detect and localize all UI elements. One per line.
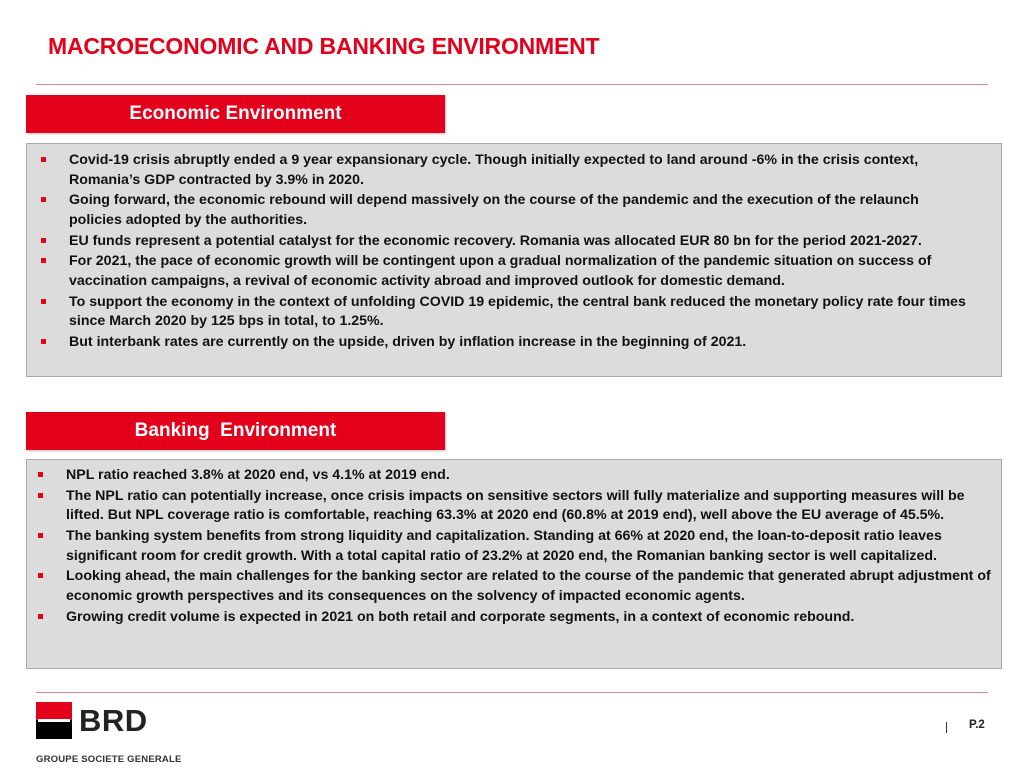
economic-section-heading <box>26 95 445 133</box>
bullet-text: For 2021, the pace of economic growth will be contingent upon a gradual normalization of the pandemic situation on success of vaccination campaigns, a revival of economic activity abroad and improved outlook for domestic demand. <box>69 253 932 289</box>
bullet-text: Looking ahead, the main challenges for the banking sector are related to the course of the pandemic that generated abrupt adjustment of economic growth perspectives and its consequences on the solvency of impacted economic agents. <box>66 568 991 604</box>
square-bullet-icon <box>41 197 46 202</box>
bullet-text: Growing credit volume is expected in 2021 on both retail and corporate segments, in a context of economic rebound. <box>66 608 855 625</box>
square-bullet-icon <box>41 238 46 243</box>
list-item <box>38 252 973 291</box>
economic-content-panel <box>26 143 1002 377</box>
list-item <box>38 333 973 353</box>
square-bullet-icon <box>38 614 43 619</box>
list-item <box>38 151 973 190</box>
bullet-text: To support the economy in the context of unfolding COVID 19 epidemic, the central bank reduced the monetary policy rate four times since March 2020 by 125 bps in total, to 1.25%. <box>69 293 966 330</box>
bullet-text: The NPL ratio can potentially increase, once crisis impacts on sensitive sectors will fully materialize and supporting measures will be lifted. But NPL coverage ratio is comfortable, reaching 63.3% at 2020 end (60.8% at 2019 end), well above the EU average of 45.5%. <box>66 487 965 524</box>
brd-logo-icon <box>36 702 72 739</box>
bullet-text: But interbank rates are currently on the upside, driven by inflation increase in the beginning of 2021. <box>69 333 747 350</box>
bullet-text: The banking system benefits from strong liquidity and capitalization. Standing at 66% at 2020 end, the loan-to-deposit ratio leaves significant room for credit growth. With a total capital ratio of 23.2% at 2020 end, the Romanian banking sector is well capitalized. <box>66 528 942 564</box>
banking-section-heading <box>26 412 445 450</box>
square-bullet-icon <box>41 258 46 263</box>
banking-heading-label: Banking Environment <box>134 420 337 441</box>
brd-logo <box>36 702 160 739</box>
bullet-text: NPL ratio reached 3.8% at 2020 end, vs 4.1% at 2019 end. <box>66 467 450 483</box>
square-bullet-icon <box>38 533 43 538</box>
square-bullet-icon <box>41 339 46 344</box>
list-item <box>38 191 973 230</box>
square-bullet-icon <box>38 472 43 477</box>
list-item <box>35 567 995 606</box>
economic-bullet-list <box>38 151 973 352</box>
square-bullet-icon <box>38 573 43 578</box>
bottom-divider <box>36 692 988 693</box>
square-bullet-icon <box>38 493 43 498</box>
top-divider <box>36 84 988 85</box>
logo-text: BRD <box>79 703 148 738</box>
square-bullet-icon <box>41 157 46 162</box>
logo-subtitle: GROUPE SOCIETE GENERALE <box>36 754 182 765</box>
list-item <box>35 527 995 566</box>
list-item <box>35 487 995 526</box>
page-number: P.2 <box>969 719 985 731</box>
list-item <box>38 293 973 332</box>
list-item <box>38 232 973 252</box>
square-bullet-icon <box>41 299 46 304</box>
bullet-text: Going forward, the economic rebound will depend massively on the course of the pandemic and the execution of the relaunch policies adopted by the authorities. <box>69 192 919 228</box>
economic-heading-label: Economic Environment <box>129 103 342 124</box>
banking-bullet-list <box>35 466 995 627</box>
list-item <box>35 466 995 486</box>
bullet-text: EU funds represent a potential catalyst for the economic recovery. Romania was allocated EUR 80 bn for the period 2021-2027. <box>69 232 922 249</box>
bullet-text: Covid-19 crisis abruptly ended a 9 year expansionary cycle. Though initially expected to land around -6% in the crisis context, Romania’s GDP contracted by 3.9% in 2020. <box>69 152 919 188</box>
banking-content-panel <box>26 459 1002 669</box>
page-title: MACROECONOMIC AND BANKING ENVIRONMENT <box>48 33 600 59</box>
list-item <box>35 608 995 628</box>
page-separator <box>946 722 947 733</box>
